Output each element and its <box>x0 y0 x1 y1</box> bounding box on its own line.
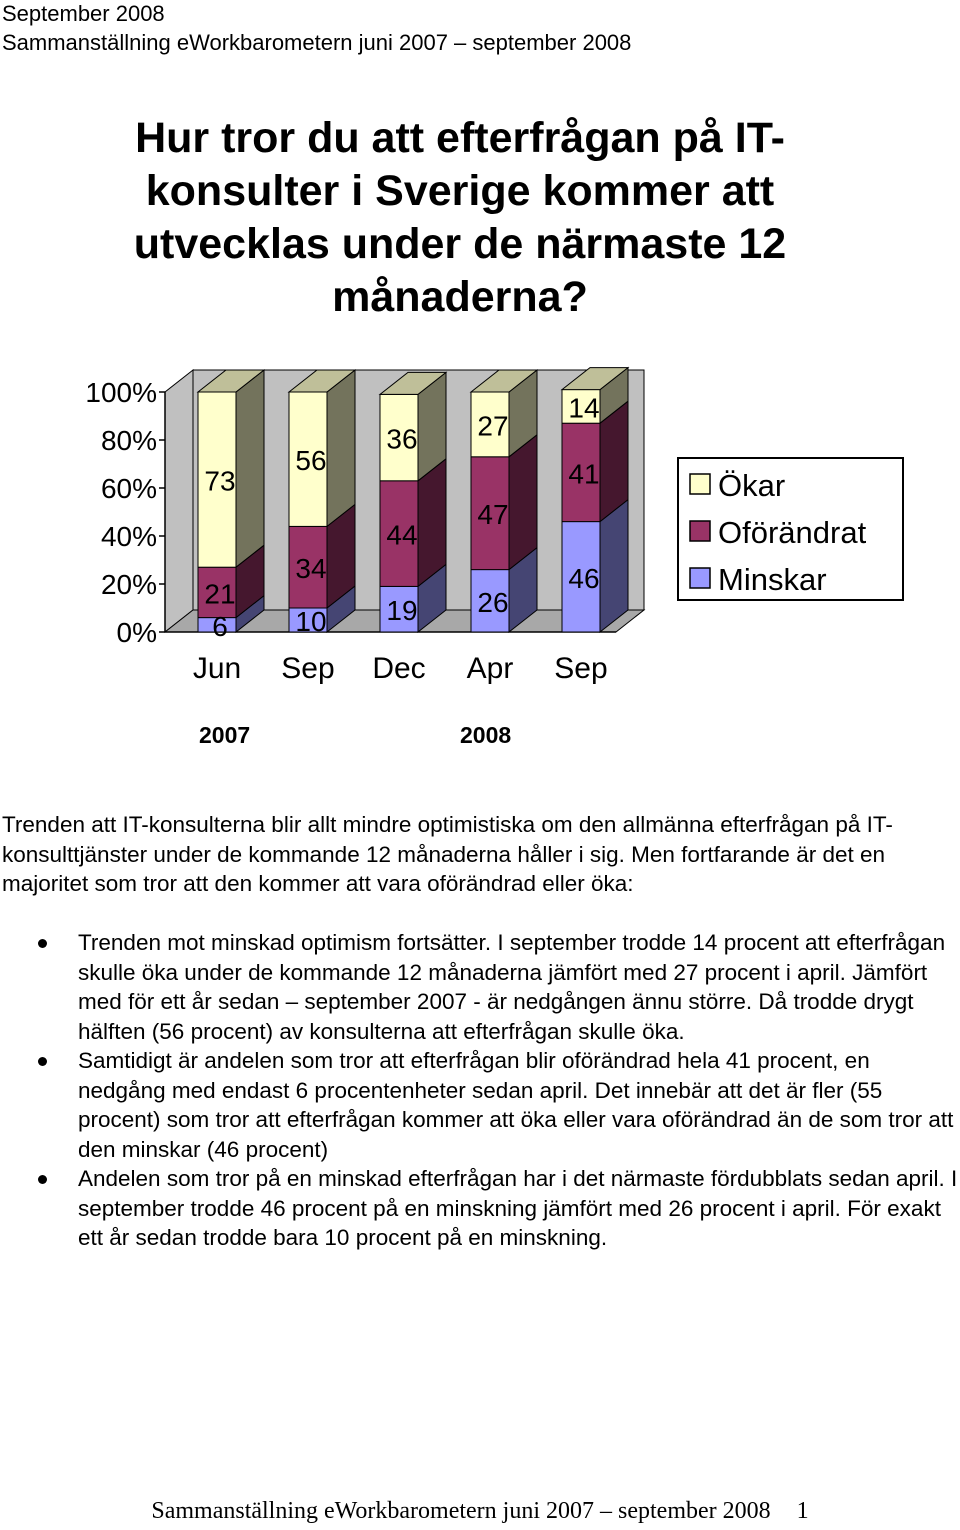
y-tick-label: 60% <box>100 473 157 504</box>
y-tick-label: 80% <box>100 425 157 456</box>
y-tick-label: 20% <box>100 569 157 600</box>
header-date: September 2008 <box>2 1 165 26</box>
y-tick-label: 0% <box>116 617 157 648</box>
bar--kar-side <box>327 370 355 526</box>
data-label: 21 <box>204 578 236 610</box>
bullet-list <box>0 928 960 1253</box>
bar-minskar-side <box>600 500 628 632</box>
question-line: månaderna? <box>332 273 588 321</box>
year-label-2008: 2008 <box>460 722 512 748</box>
legend-label: Ökar <box>718 468 786 503</box>
legend-label: Oförändrat <box>718 515 867 550</box>
data-label: 36 <box>386 423 418 455</box>
bar-of-r-ndrat-side <box>509 435 537 570</box>
bar--kar-side <box>236 370 264 567</box>
bullet-icon <box>38 939 47 948</box>
x-tick-label: Apr <box>466 652 514 685</box>
question-title <box>100 112 820 324</box>
bullet-icon <box>38 1057 47 1066</box>
legend-label: Minskar <box>718 562 827 597</box>
x-tick-label: Sep <box>554 652 608 685</box>
data-label: 47 <box>477 499 509 531</box>
data-label: 41 <box>568 458 600 490</box>
bullet-icon <box>38 1175 47 1184</box>
page-number: 1 <box>796 1498 809 1524</box>
list-item <box>0 1046 960 1164</box>
bullet-text: Andelen som tror på en minskad efterfrågan har i det närmaste fördubblats sedan april. I september trodde 46 procent på en minskning jämfört med 26 procent i april. För exakt ett år sedan trodde bara 10 procent på en minskning. <box>78 1166 958 1250</box>
y-tick-label: 100% <box>85 377 157 408</box>
stacked-bar-chart <box>0 360 960 700</box>
data-label: 56 <box>295 445 327 477</box>
header-title: Sammanställning eWorkbarometern juni 2007 – september 2008 <box>2 30 632 55</box>
data-label: 6 <box>212 610 228 642</box>
data-label: 44 <box>386 519 418 551</box>
data-label: 19 <box>386 595 418 627</box>
page-footer <box>0 1496 960 1526</box>
chart-side-wall <box>165 370 193 632</box>
legend-swatch <box>690 521 710 541</box>
legend-swatch <box>690 568 710 588</box>
data-label: 73 <box>204 465 236 497</box>
bullet-text: Samtidigt är andelen som tror att efterfrågan blir oförändrad hela 41 procent, en nedgång med endast 6 procentenheter sedan april. Det innebär att det är fler (55 procent) som tror att efterfrågan kommer att öka eller vara oförändrad än de som tror att den minskar (46 procent) <box>78 1048 954 1162</box>
year-label-2007: 2007 <box>199 722 251 748</box>
footer-text: Sammanställning eWorkbarometern juni 2007 – september 2008 <box>151 1498 771 1524</box>
list-item <box>0 928 960 1046</box>
question-line: utvecklas under de närmaste 12 <box>133 220 787 268</box>
legend-swatch <box>690 474 710 494</box>
x-tick-label: Dec <box>372 652 426 685</box>
y-tick-label: 40% <box>100 521 157 552</box>
data-label: 10 <box>295 606 327 637</box>
data-label: 14 <box>568 392 600 424</box>
x-tick-label: Jun <box>192 652 242 685</box>
x-tick-label: Sep <box>281 652 335 685</box>
data-label: 46 <box>568 562 600 594</box>
bullet-text: Trenden mot minskad optimism fortsätter. I september trodde 14 procent att efterfrågan skulle öka under de kommande 12 månaderna jämfört med 27 procent i april. Jämfört med för ett år sedan – september 2007 - är nedgången ännu större. Då trodde drygt hälften (56 procent) av konsulterna att efterfrågan skulle öka. <box>78 930 946 1044</box>
data-label: 27 <box>477 410 509 442</box>
list-item <box>0 1164 960 1253</box>
summary-paragraph: Trenden att IT-konsulterna blir allt mindre optimistiska om den allmänna efterfrågan på IT-konsulttjänster under de kommande 12 månaderna håller i sig. Men fortfarande är det en majoritet som tror att den kommer att vara oförändrad eller öka: <box>2 812 893 896</box>
question-line: Hur tror du att efterfrågan på IT- <box>135 114 785 162</box>
data-label: 34 <box>295 553 327 585</box>
data-label: 26 <box>477 586 509 618</box>
question-line: konsulter i Sverige kommer att <box>145 167 775 215</box>
